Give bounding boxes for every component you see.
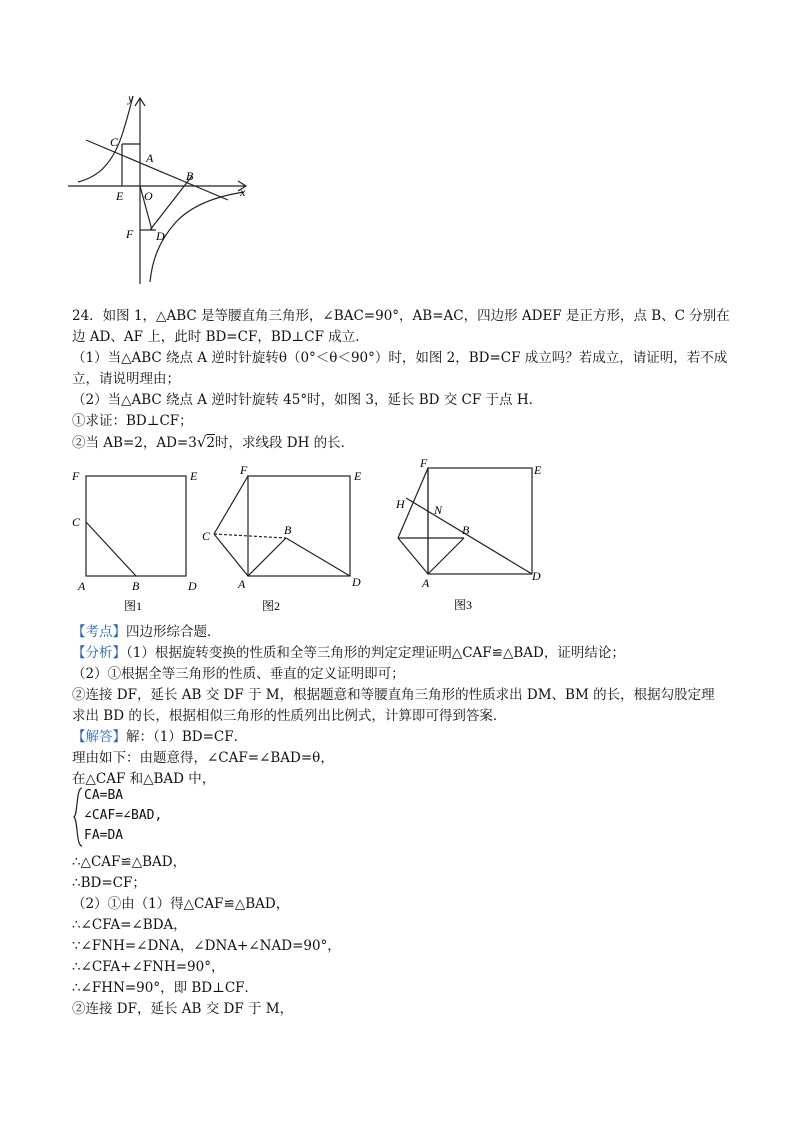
point-label: D (188, 579, 197, 593)
point-label: E (534, 463, 542, 477)
figure-1 (70, 462, 210, 617)
problem-line: （2）当△ABC 绕点 A 逆时针旋转 45°时，如图 3，延长 BD 交 CF 于点 H． (72, 392, 543, 408)
problem-line: ①求证：BD⊥CF； (72, 413, 193, 429)
fenxi-text: （1）根据旋转变换的性质和全等三角形的判定定理证明△CAF≌△BAD，证明结论； (126, 645, 625, 661)
brace-system (72, 786, 272, 846)
brace-row: ∠CAF=∠BAD, (84, 808, 163, 823)
point-label: H (396, 497, 405, 511)
point-label: E (116, 189, 124, 203)
point-label: A (422, 576, 430, 590)
point-label: D (156, 229, 165, 243)
problem-line: （1）当△ABC 绕点 A 逆时针旋转θ（0°＜θ＜90°）时，如图 2，BD=CF 成立吗？若成立，请证明，若不成 (72, 350, 728, 366)
sqrt-sign: √ (196, 433, 207, 451)
point-label: F (126, 227, 134, 241)
problem-line: 边 AD、AF 上，此时 BD=CF，BD⊥CF 成立． (72, 329, 369, 345)
radicand: 2 (206, 435, 215, 451)
brace-icon (72, 786, 84, 848)
brace-row: CA=BA (84, 788, 124, 803)
solution-line: 理由如下：由题意得，∠CAF=∠BAD=θ， (72, 750, 334, 766)
point-label: E (354, 469, 362, 483)
figure-3 (380, 456, 550, 616)
solution-line: ∴∠CFA+∠FNH=90°， (72, 959, 225, 975)
figure-2 (200, 462, 370, 617)
problem-line (72, 432, 354, 453)
solution-line: ∴∠FHN=90°，即 BD⊥CF． (72, 980, 259, 996)
point-label: C (202, 529, 211, 543)
jieda-tag: 【解答】 (72, 729, 126, 745)
point-label: F (420, 456, 428, 470)
problem-text: ②当 AB=2，AD=3 (72, 435, 197, 451)
point-label: C (72, 515, 81, 529)
kaodian-tag: 【考点】 (72, 624, 126, 640)
point-label: F (240, 463, 248, 477)
solution-line: ∴BD=CF； (72, 875, 146, 891)
problem-line: 24．如图 1，△ABC 是等腰直角三角形，∠BAC=90°，AB=AC，四边形 ADEF 是正方形，点 B、C 分别在 (72, 308, 730, 324)
point-label: A (78, 579, 86, 593)
solution-line: ∴∠CFA=∠BDA， (72, 917, 187, 933)
point-label: C (110, 135, 119, 149)
kaodian-line (72, 622, 221, 642)
x-axis-label: x (240, 185, 246, 199)
figure-caption: 图3 (454, 598, 473, 612)
brace-row: FA=DA (84, 828, 124, 843)
point-label: B (132, 579, 140, 593)
point-label: B (186, 169, 194, 183)
figure-caption: 图1 (124, 599, 143, 613)
fenxi-line: 求出 BD 的长，根据相似三角形的性质列出比例式，计算即可得到答案． (72, 708, 507, 724)
point-label: A (238, 577, 246, 591)
point-label: F (72, 469, 80, 483)
jieda-text: 解：（1）BD=CF． (126, 729, 248, 745)
solution-line: 在△CAF 和△BAD 中， (72, 771, 216, 787)
figure-caption: 图2 (262, 599, 281, 613)
jieda-line (72, 727, 247, 747)
point-label: O (144, 189, 153, 203)
y-axis-label: y (128, 92, 134, 105)
fenxi-line: ②连接 DF，延长 AB 交 DF 于 M，根据题意和等腰直角三角形的性质求出 DM、BM 的长，根据勾股定理 (72, 687, 715, 703)
fenxi-tag: 【分析】 (72, 645, 126, 661)
point-label: D (532, 569, 541, 583)
point-label: E (190, 469, 198, 483)
solution-line: ∴△CAF≌△BAD， (72, 854, 187, 870)
solution-line: ②连接 DF，延长 AB 交 DF 于 M， (72, 1001, 294, 1017)
point-label: A (146, 151, 154, 165)
hyperbola-graph (68, 92, 253, 287)
solution-line: ∵∠FNH=∠DNA，∠DNA+∠NAD=90°， (72, 938, 341, 954)
fenxi-line: （2）①根据全等三角形的性质、垂直的定义证明即可； (72, 666, 405, 682)
problem-line: 立，请说明理由； (72, 371, 180, 387)
point-label: B (284, 523, 292, 537)
kaodian-text: 四边形综合题． (126, 624, 221, 640)
point-label: D (352, 575, 361, 589)
point-label: N (434, 503, 443, 517)
fenxi-line (72, 643, 625, 663)
problem-text: 时，求线段 DH 的长． (215, 435, 355, 451)
point-label: B (462, 523, 470, 537)
solution-line: （2）①由（1）得△CAF≌△BAD， (72, 896, 290, 912)
